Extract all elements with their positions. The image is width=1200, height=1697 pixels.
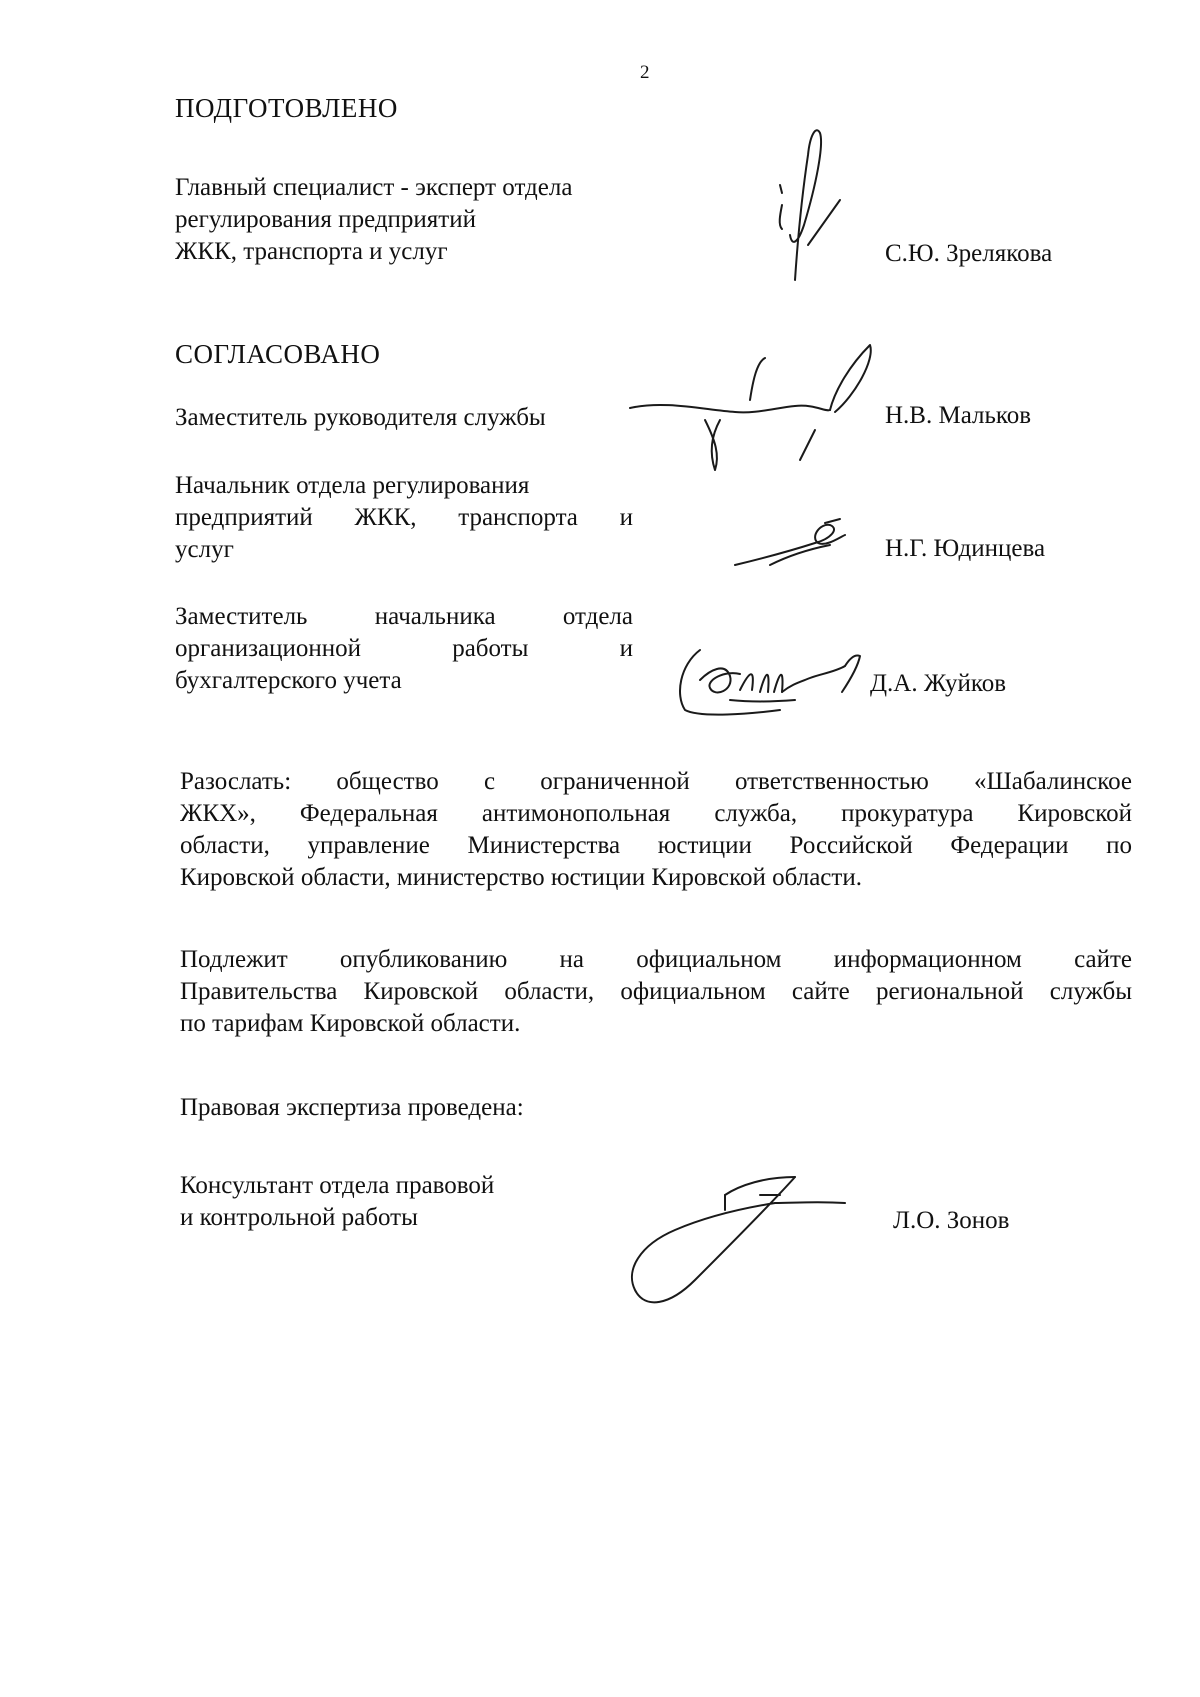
approved-role-3 (175, 601, 633, 697)
distribution-line: области, управление Министерства юстиции Российской Федерации по (180, 832, 1132, 859)
approved-role-line: услуг (175, 536, 234, 563)
prepared-name: С.Ю. Зрелякова (885, 240, 1053, 267)
signature-zrelyakova (760, 125, 850, 305)
approved-role-line: бухгалтерского учета (175, 667, 402, 694)
publication-line: Правительства Кировской области, официальном сайте региональной службы (180, 978, 1132, 1005)
publication-line: Подлежит опубликованию на официальном информационном сайте (180, 946, 1132, 973)
signature-zonov (600, 1165, 860, 1315)
prepared-role-line: Главный специалист - эксперт отдела (175, 174, 573, 201)
prepared-role-line: ЖКК, транспорта и услуг (175, 238, 448, 265)
distribution-paragraph (180, 766, 1132, 894)
approved-role-line: Заместитель руководителя службы (175, 404, 546, 431)
signature-zhuykov (670, 640, 890, 720)
prepared-role-line: регулирования предприятий (175, 206, 476, 233)
approved-name-1: Н.В. Мальков (885, 402, 1032, 429)
publication-line: по тарифам Кировской области. (180, 1010, 521, 1037)
approved-role-line: Заместитель начальника отдела (175, 603, 633, 630)
approved-role-1 (175, 402, 633, 434)
approved-role-2 (175, 470, 633, 566)
legal-review-statement: Правовая экспертиза проведена: (180, 1094, 524, 1121)
signature-yudintseva (730, 515, 860, 575)
legal-review-role-line: Консультант отдела правовой (180, 1172, 495, 1199)
distribution-line: Разослать: общество с ограниченной ответственностью «Шабалинское (180, 768, 1132, 795)
approved-heading: СОГЛАСОВАНО (175, 339, 381, 369)
approved-name-2: Н.Г. Юдинцева (885, 535, 1046, 562)
prepared-heading: ПОДГОТОВЛЕНО (175, 93, 398, 123)
legal-review-role (180, 1170, 638, 1234)
page-number: 2 (640, 62, 650, 83)
publication-paragraph (180, 944, 1132, 1040)
approved-role-line: Начальник отдела регулирования (175, 472, 530, 499)
distribution-line: Кировской области, министерство юстиции Кировской области. (180, 864, 862, 891)
legal-review-name: Л.О. Зонов (893, 1207, 1010, 1234)
legal-review-role-line: и контрольной работы (180, 1204, 418, 1231)
approved-role-line: организационной работы и (175, 635, 633, 662)
approved-name-3: Д.А. Жуйков (870, 670, 1007, 697)
prepared-role (175, 172, 633, 268)
approved-role-line: предприятий ЖКК, транспорта и (175, 504, 633, 531)
distribution-line: ЖКХ», Федеральная антимонопольная служба, прокуратура Кировской (180, 800, 1132, 827)
signature-malkov (625, 340, 885, 480)
